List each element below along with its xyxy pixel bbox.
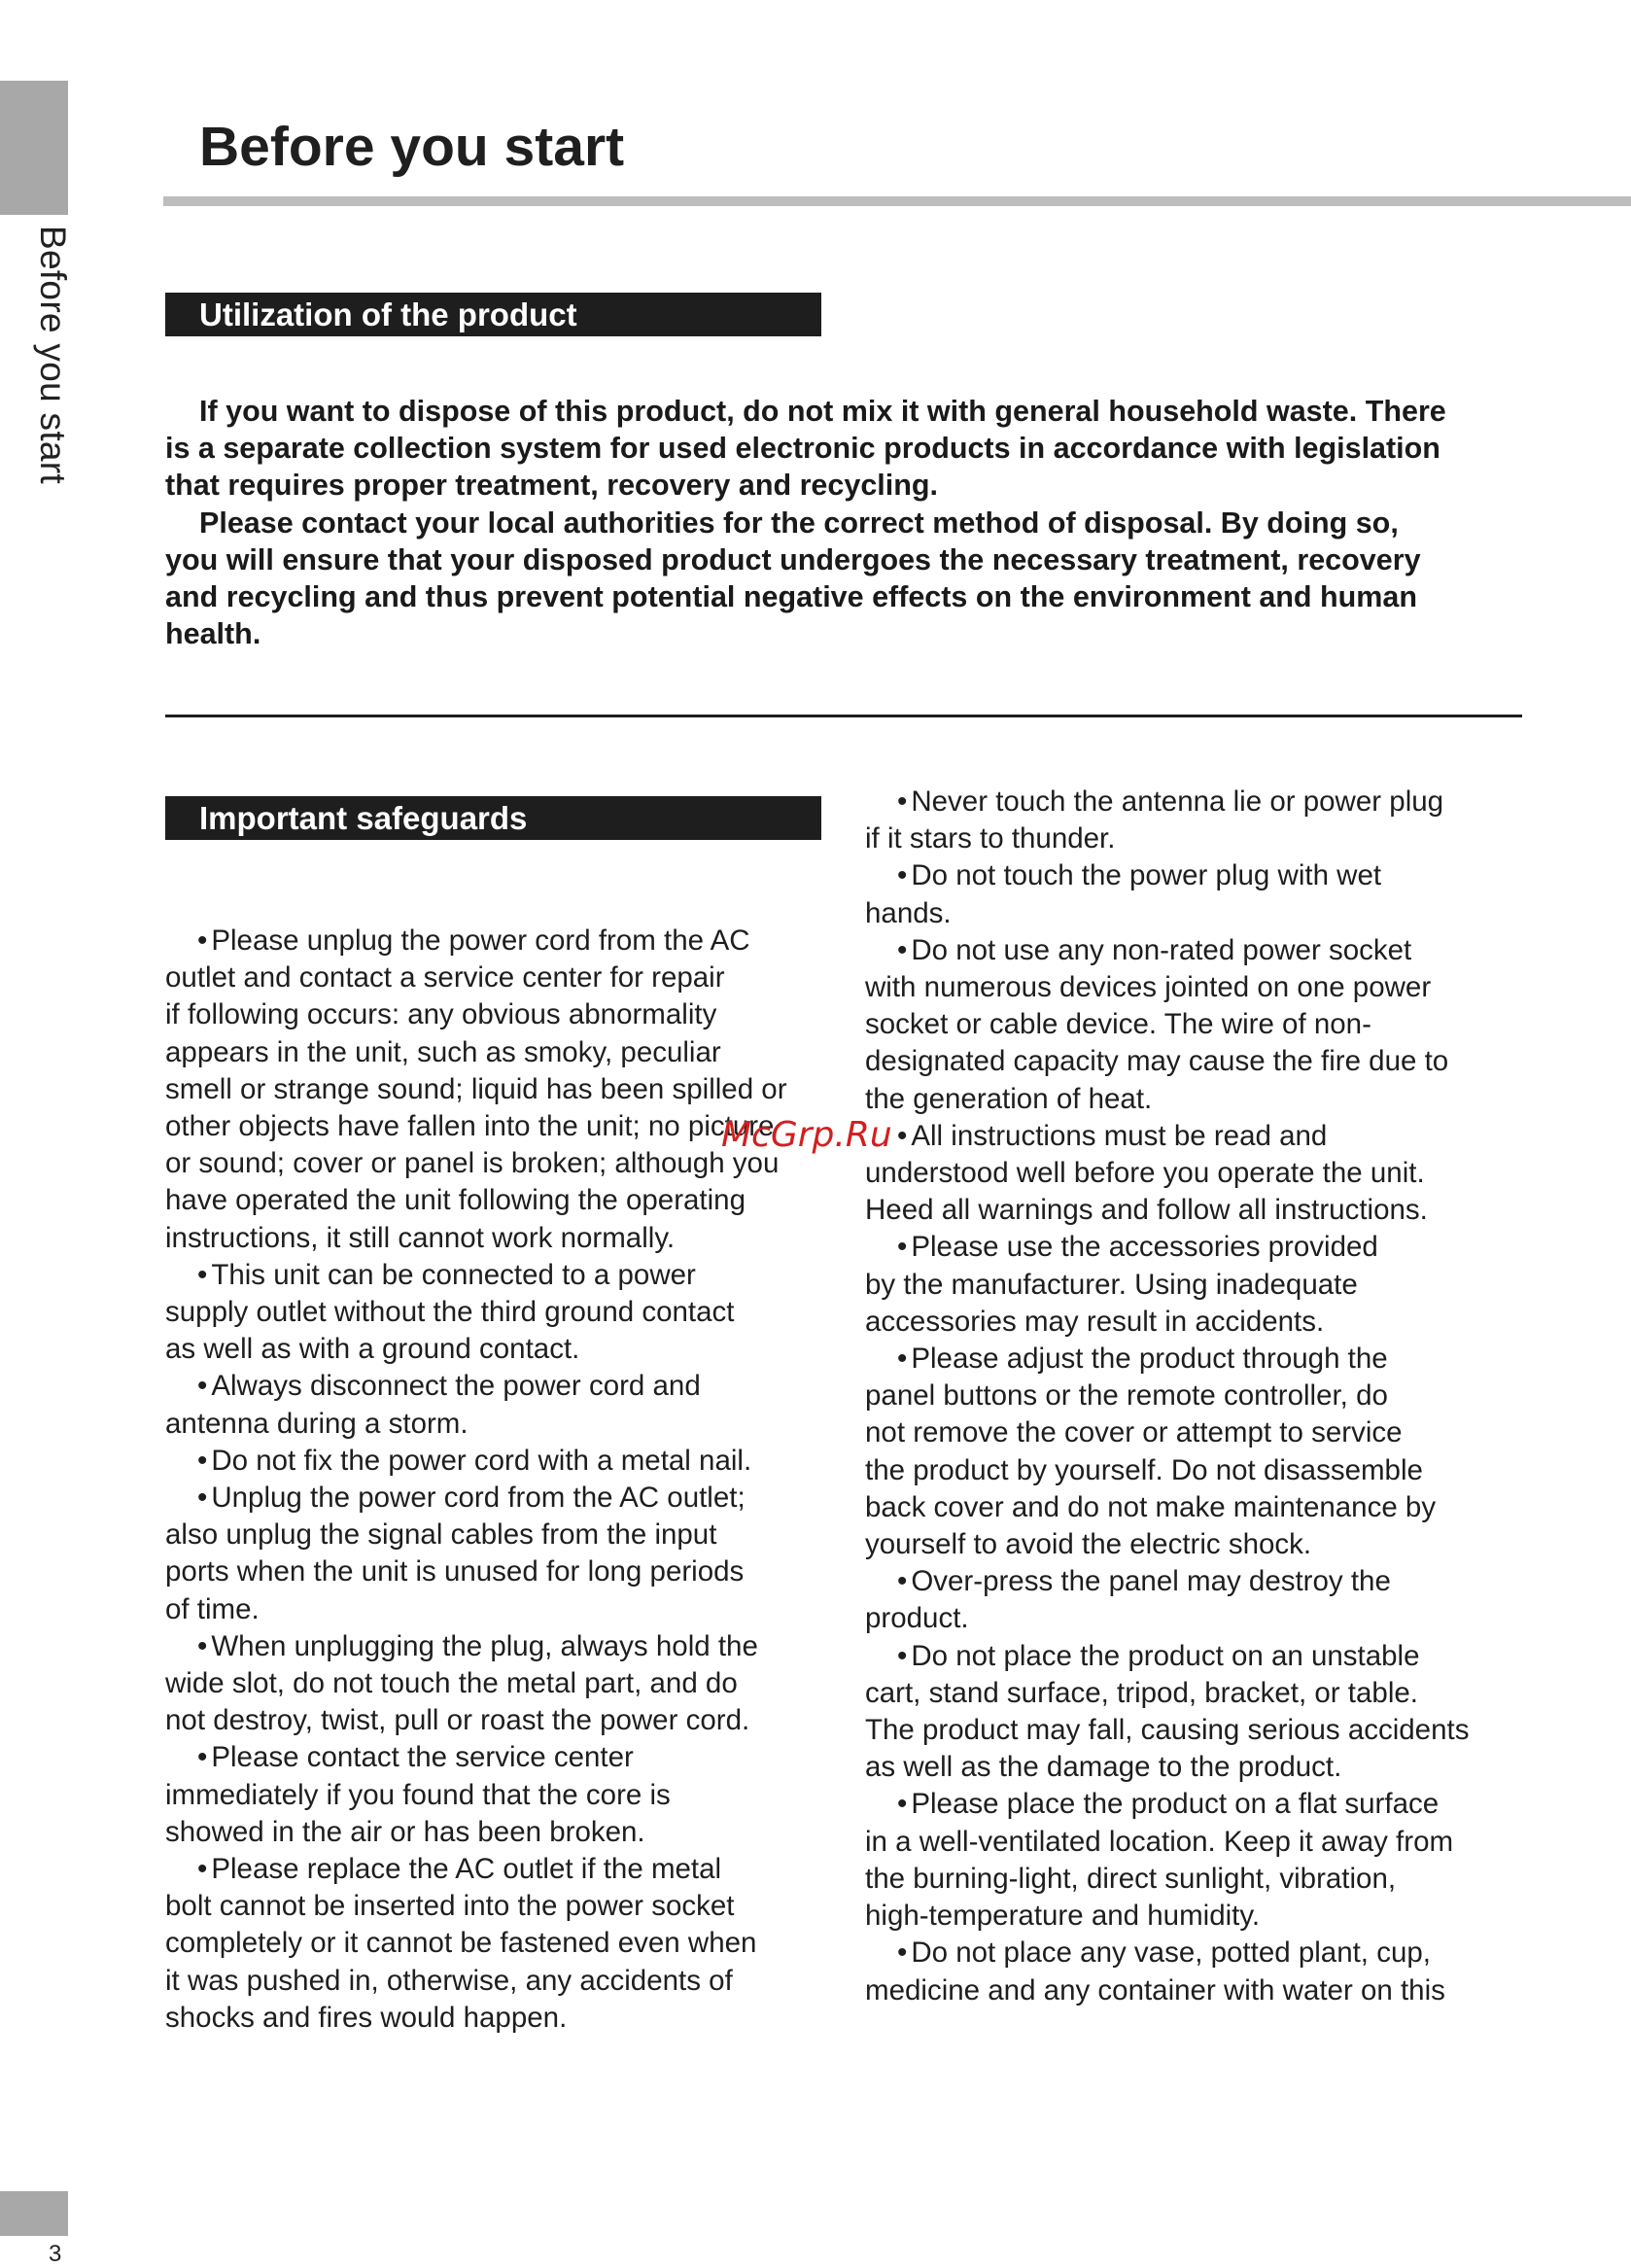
text-line: not destroy, twist, pull or roast the power cord. [165,1704,750,1737]
safeguards-left-column [165,923,865,2037]
safeguard-item [865,1229,1565,1266]
text-line: When unplugging the plug, always hold the [211,1629,758,1662]
bullet-icon: • [197,1444,208,1477]
text-line: Do not place any vase, potted plant, cup, [911,1937,1431,1970]
text-line: Do not touch the power plug with wet [911,859,1382,892]
side-tab-marker [0,81,68,215]
text-line: All instructions must be read and [911,1119,1328,1152]
safeguard-line [165,1702,865,1739]
safeguard-line [165,1591,865,1628]
text-line: back cover and do not make maintenance by [865,1490,1437,1523]
text-line: have operated the unit following the operating [165,1184,746,1217]
text-line: in a well-ventilated location. Keep it away from [865,1825,1454,1858]
text-line: it was pushed in, otherwise, any accidents of [165,1964,733,1997]
text-line: The product may fall, causing serious accidents [865,1714,1470,1747]
text-line: is a separate collection system for used electronic products in accordance with legislation [165,432,1440,466]
section-heading-safeguards: Important safeguards [165,796,821,840]
safeguard-line [865,1675,1565,1712]
safeguard-item [165,1851,865,1888]
safeguard-line [865,1081,1565,1118]
safeguard-item [865,932,1565,969]
text-line: bolt cannot be inserted into the power socket [165,1890,735,1923]
safeguard-line [865,1414,1565,1451]
safeguard-line [165,1925,865,1962]
safeguard-line [865,1267,1565,1304]
safeguard-line [165,1331,865,1368]
bullet-icon: • [897,1788,908,1821]
title-rule [163,196,1631,206]
safeguard-line [865,1861,1565,1898]
bullet-icon: • [897,1639,908,1672]
safeguard-item [165,1368,865,1405]
text-line: cart, stand surface, tripod, bracket, or table. [865,1676,1418,1709]
safeguard-line [865,1452,1565,1489]
safeguard-line [165,960,865,996]
text-line: antenna during a storm. [165,1407,468,1440]
text-line: of time. [165,1592,260,1625]
safeguard-line [865,969,1565,1006]
text-line: high-temperature and humidity. [865,1900,1261,1933]
safeguard-item [165,923,865,960]
text-line: instructions, it still cannot work normally. [165,1221,676,1254]
text-line: wide slot, do not touch the metal part, and do [165,1667,738,1700]
safeguard-line [165,1814,865,1851]
bullet-icon: • [197,1370,208,1403]
page-number-tab [0,2191,68,2236]
text-line: health. [165,617,261,651]
text-line: by the manufacturer. Using inadequate [865,1268,1358,1301]
bullet-icon: • [897,859,908,892]
safeguard-item [865,1563,1565,1600]
text-line: smell or strange sound; liquid has been spilled or [165,1072,787,1105]
text-line: Please contact the service center [211,1741,634,1774]
text-line: Over-press the panel may destroy the [911,1565,1391,1598]
safeguard-line [165,1034,865,1071]
text-line: completely or it cannot be fastened even when [165,1927,757,1960]
text-line: Please contact your local authorities for the correct method of disposal. By doing so, [199,506,1399,540]
text-line: as well as the damage to the product. [865,1751,1342,1784]
text-line: and recycling and thus prevent potential negative effects on the environment and human [165,580,1417,614]
text-line: Please adjust the product through the [911,1343,1388,1376]
text-line: other objects have fallen into the unit; no picture [165,1110,775,1143]
utilization-paragraph [165,393,1526,505]
safeguard-line [165,1888,865,1925]
bullet-icon: • [197,1853,208,1886]
text-line: ports when the unit is unused for long periods [165,1555,745,1588]
side-tab-label: Before you start [33,226,73,484]
safeguard-item [865,857,1565,894]
text-line: This unit can be connected to a power [211,1258,696,1291]
safeguard-line [165,1517,865,1553]
safeguard-line [165,1553,865,1590]
text-line: the burning-light, direct sunlight, vibration, [865,1862,1397,1895]
safeguard-item [865,1118,1565,1155]
text-line: not remove the cover or attempt to service [865,1416,1403,1449]
safeguard-line [865,1824,1565,1861]
text-line: also unplug the signal cables from the input [165,1518,717,1552]
text-line: designated capacity may cause the fire due to [865,1045,1449,1078]
text-line: outlet and contact a service center for repair [165,961,725,994]
safeguard-item [865,1341,1565,1378]
text-line: showed in the air or has been broken. [165,1815,645,1848]
page-title: Before you start [199,116,625,178]
safeguard-item [165,1480,865,1517]
text-line: as well as with a ground contact. [165,1333,580,1366]
bullet-icon: • [197,1629,208,1662]
text-line: If you want to dispose of this product, do not mix it with general household waste. There [199,395,1446,428]
safeguard-line [165,2000,865,2037]
text-line: supply outlet without the third ground contact [165,1296,735,1329]
safeguard-line [865,1712,1565,1749]
bullet-icon: • [897,785,908,818]
safeguard-item [865,1638,1565,1675]
watermark: McGrp.Ru [721,1115,892,1155]
safeguard-line [865,895,1565,932]
text-line: panel buttons or the remote controller, do [865,1379,1388,1413]
safeguard-line [165,1071,865,1108]
section-divider [165,715,1522,717]
text-line: that requires proper treatment, recovery and recycling. [165,469,938,503]
text-line: Please place the product on a flat surface [911,1788,1440,1821]
safeguard-line [165,996,865,1033]
bullet-icon: • [897,1119,908,1152]
bullet-icon: • [197,1482,208,1515]
safeguard-line [865,1898,1565,1935]
safeguard-line [165,1182,865,1219]
text-line: if following occurs: any obvious abnormality [165,998,717,1031]
safeguard-line [865,1600,1565,1637]
safeguard-line [865,1043,1565,1080]
text-line: Please use the accessories provided [911,1231,1378,1264]
safeguard-line [865,1006,1565,1043]
text-line: Please replace the AC outlet if the metal [211,1853,722,1886]
text-line: appears in the unit, such as smoky, peculiar [165,1035,721,1068]
safeguard-line [865,1526,1565,1563]
utilization-body [165,393,1526,652]
bullet-icon: • [897,933,908,966]
safeguard-line [865,1155,1565,1192]
safeguard-item [165,1628,865,1665]
safeguard-item [165,1257,865,1294]
bullet-icon: • [897,1565,908,1598]
text-line: with numerous devices jointed on one power [865,971,1432,1004]
text-line: Please unplug the power cord from the AC [211,925,750,957]
bullet-icon: • [197,1258,208,1291]
text-line: shocks and fires would happen. [165,2001,568,2034]
text-line: you will ensure that your disposed product undergoes the necessary treatment, recovery [165,542,1421,576]
safeguard-line [165,1963,865,2000]
text-line: Never touch the antenna lie or power plug [911,785,1444,818]
safeguard-item [165,1739,865,1776]
safeguard-item [865,1935,1565,1971]
safeguard-item [865,1786,1565,1823]
text-line: Unplug the power cord from the AC outlet; [211,1482,746,1515]
safeguards-right-column [865,784,1565,2009]
utilization-paragraph [165,505,1526,653]
bullet-icon: • [197,925,208,957]
safeguard-line [165,1294,865,1331]
safeguard-line [165,1406,865,1443]
text-line: socket or cable device. The wire of non- [865,1008,1371,1041]
bullet-icon: • [897,1231,908,1264]
text-line: Do not fix the power cord with a metal nail. [211,1444,752,1477]
bullet-icon: • [897,1343,908,1376]
safeguard-line [865,820,1565,857]
text-line: Do not place the product on an unstable [911,1639,1420,1672]
text-line: medicine and any container with water on this [865,1973,1445,2006]
text-line: hands. [865,896,952,929]
text-line: Do not use any non-rated power socket [911,933,1412,966]
safeguard-line [865,1489,1565,1526]
safeguard-item [865,784,1565,820]
text-line: yourself to avoid the electric shock. [865,1528,1312,1561]
text-line: Heed all warnings and follow all instructions. [865,1194,1428,1227]
safeguard-line [865,1304,1565,1341]
page-number: 3 [49,2241,62,2267]
safeguard-item [165,1443,865,1480]
bullet-icon: • [897,1937,908,1970]
text-line: the product by yourself. Do not disassemble [865,1453,1423,1486]
text-line: Always disconnect the power cord and [211,1370,701,1403]
safeguard-line [165,1665,865,1702]
text-line: understood well before you operate the unit. [865,1157,1425,1190]
safeguard-line [865,1192,1565,1229]
bullet-icon: • [197,1741,208,1774]
text-line: or sound; cover or panel is broken; although you [165,1147,780,1180]
text-line: product. [865,1602,969,1635]
safeguard-line [165,1220,865,1257]
text-line: immediately if you found that the core is [165,1778,671,1811]
safeguard-line [165,1777,865,1814]
text-line: accessories may result in accidents. [865,1305,1325,1338]
section-heading-utilization: Utilization of the product [165,293,821,336]
safeguard-line [865,1378,1565,1414]
text-line: the generation of heat. [865,1082,1153,1115]
safeguard-line [865,1749,1565,1786]
text-line: if it stars to thunder. [865,822,1116,855]
safeguard-line [865,1972,1565,2009]
